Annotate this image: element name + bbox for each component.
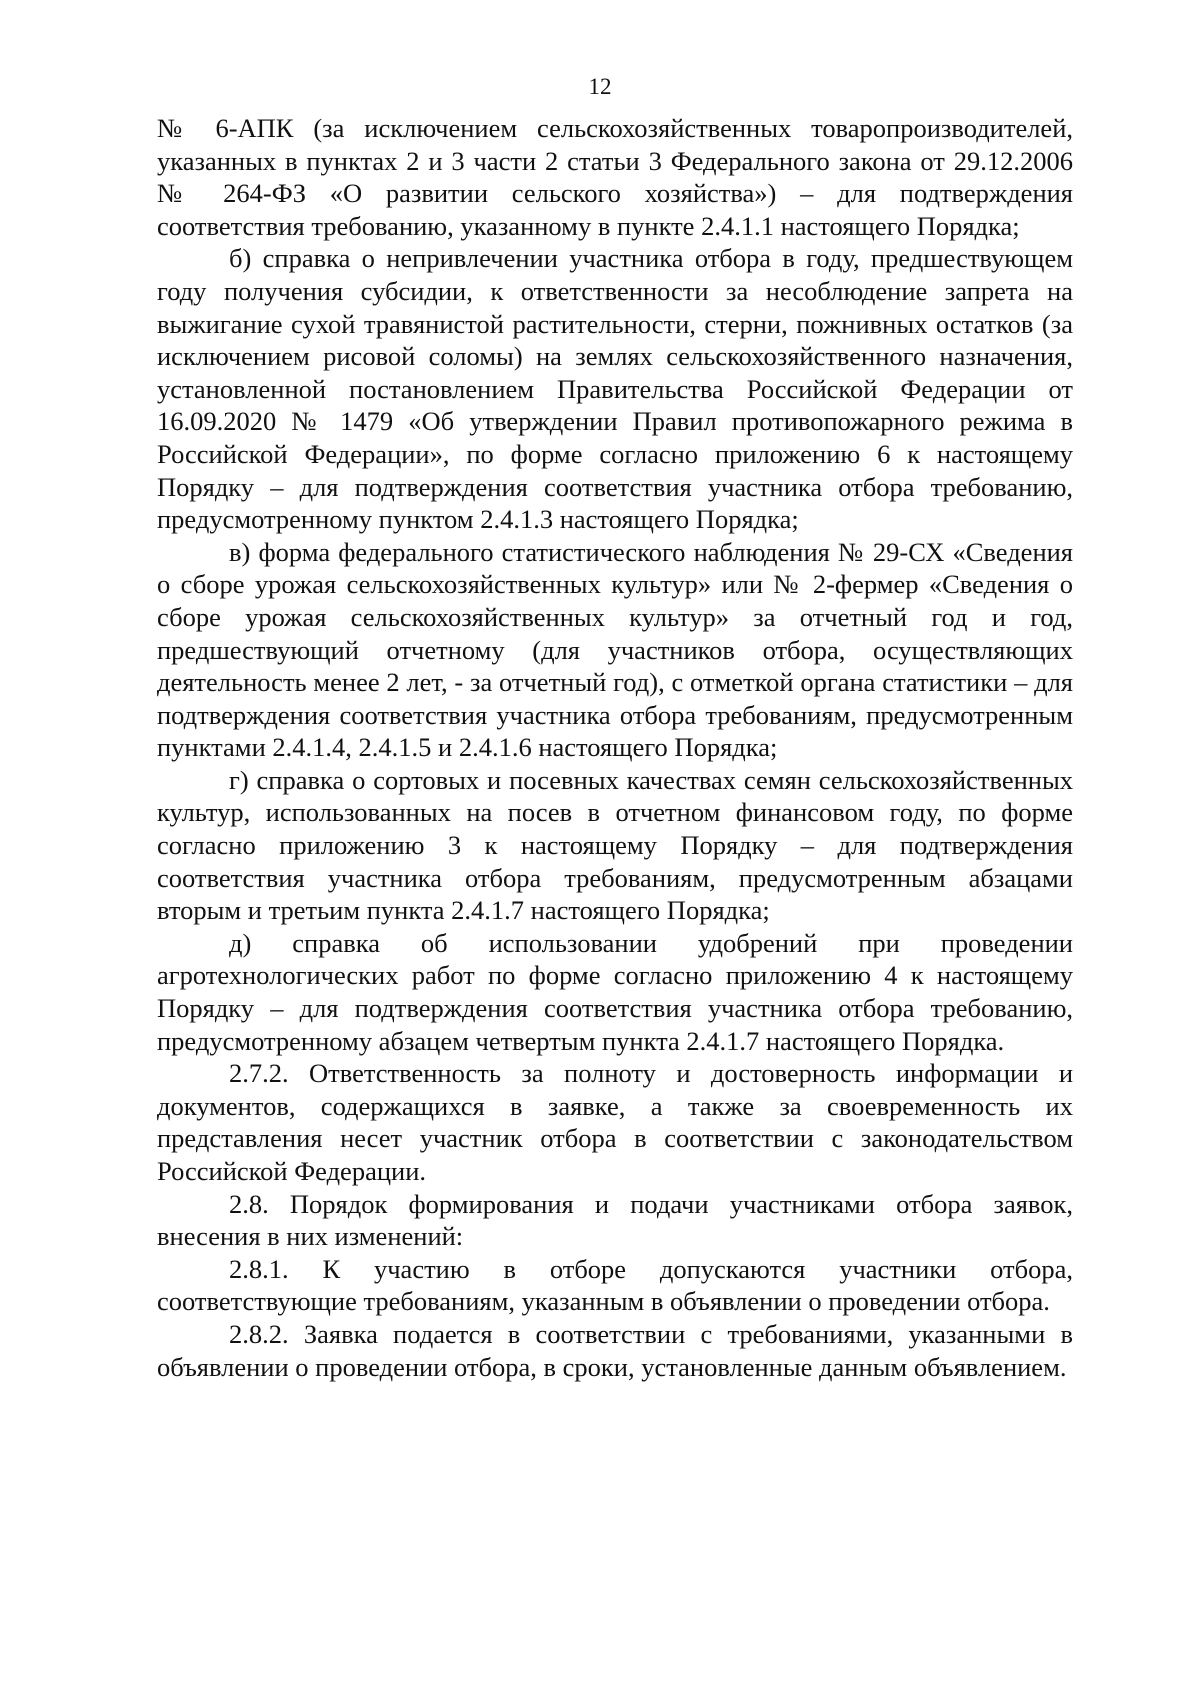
paragraph-2-7-2: 2.7.2. Ответственность за полноту и достоверность информации и документов, содержащихся в заявке, а также за своевременность их представления несет участник отбора в соответствии с законодательством Российской Федерации.: [157, 1058, 1073, 1186]
document-body: [157, 112, 1073, 1383]
page-number: 12: [588, 74, 612, 99]
paragraph-item-g: г) справка о сортовых и посевных качествах семян сельскохозяйственных культур, использованных на посев в отчетном финансовом году, по форме согласно приложению 3 к настоящему Порядку – для подтверждения соответствия участника отбора требованиям, предусмотренным абзацами вторым и третьим пункта 2.4.1.7 настоящего Порядка;: [157, 764, 1073, 926]
paragraph-2-8-2: 2.8.2. Заявка подается в соответствии с требованиями, указанными в объявлении о проведении отбора, в сроки, установленные данным объявлением.: [157, 1318, 1073, 1382]
paragraph-2-8-1: 2.8.1. К участию в отборе допускаются участники отбора, соответствующие требованиям, указанным в объявлении о проведении отбора.: [157, 1253, 1073, 1317]
paragraph-item-v: в) форма федерального статистического наблюдения № 29-СХ «Сведения о сборе урожая сельскохозяйственных культур» или № 2-фермер «Сведения о сборе урожая сельскохозяйственных культур» за отчетный год и год, предшествующий отчетному (для участников отбора, осуществляющих деятельность менее 2 лет, - за отчетный год), с отметкой органа статистики – для подтверждения соответствия участника отбора требованиям, предусмотренным пунктами 2.4.1.4, 2.4.1.5 и 2.4.1.6 настоящего Порядка;: [157, 536, 1073, 763]
paragraph-continuation-6-apk: № 6-АПК (за исключением сельскохозяйственных товаропроизводителей, указанных в пунктах 2 и 3 части 2 статьи 3 Федерального закона от 29.12.2006 № 264-ФЗ «О развитии сельского хозяйства») – для подтверждения соответствия требованию, указанному в пункте 2.4.1.1 настоящего Порядка;: [157, 113, 1073, 241]
paragraph-2-8: 2.8. Порядок формирования и подачи участниками отбора заявок, внесения в них изменений:: [157, 1188, 1073, 1252]
paragraph-item-b: б) справка о непривлечении участника отбора в году, предшествующем году получения субсидии, к ответственности за несоблюдение запрета на выжигание сухой травянистой растительности, стерни, пожнивных остатков (за исключением рисовой соломы) на землях сельскохозяйственного назначения, установленной постановлением Правительства Российской Федерации от 16.09.2020 № 1479 «Об утверждении Правил противопожарного режима в Российской Федерации», по форме согласно приложению 6 к настоящему Порядку – для подтверждения соответствия участника отбора требованию, предусмотренному пунктом 2.4.1.3 настоящего Порядка;: [157, 243, 1073, 535]
paragraph-item-d: д) справка об использовании удобрений при проведении агротехнологических работ по форме согласно приложению 4 к настоящему Порядку – для подтверждения соответствия участника отбора требованию, предусмотренному абзацем четвертым пункта 2.4.1.7 настоящего Порядка.: [157, 927, 1073, 1056]
